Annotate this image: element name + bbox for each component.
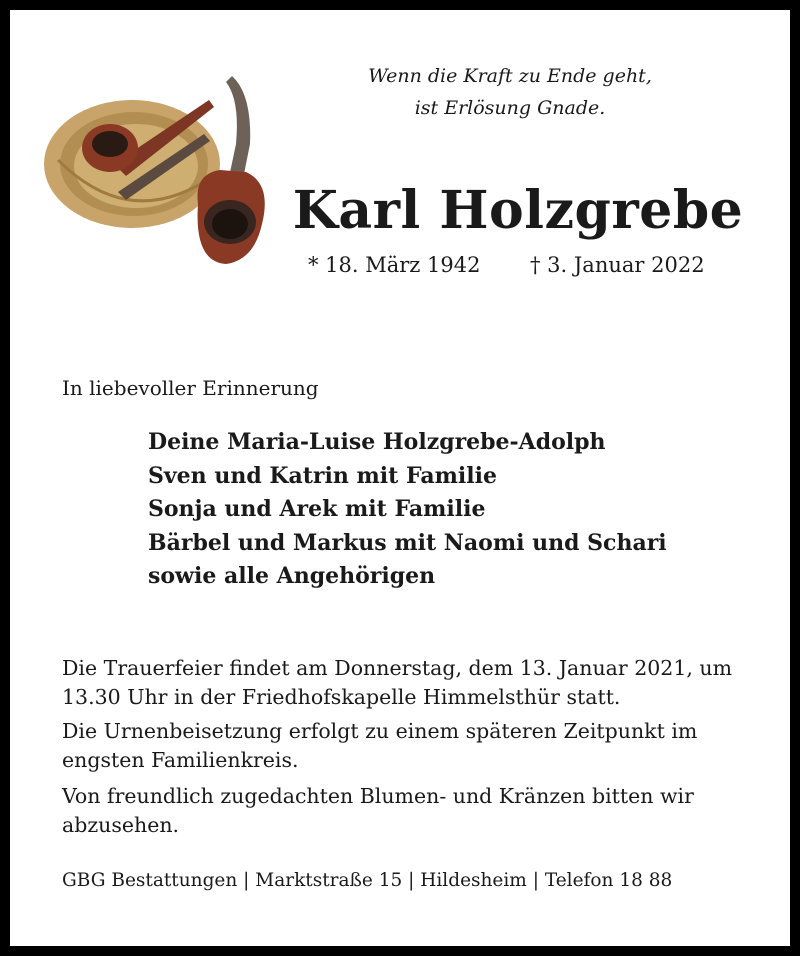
mourner-line: sowie alle Angehörigen <box>148 563 436 589</box>
quote <box>300 60 720 124</box>
funeral-service-info: Die Trauerfeier findet am Donnerstag, dem 13. Januar 2021, um 13.30 Uhr in der Friedhofskapelle Himmelsthür statt. <box>62 656 733 709</box>
quote-line-1: Wenn die Kraft zu Ende geht, <box>368 65 652 87</box>
mourner-line: Sonja und Arek mit Familie <box>148 496 486 522</box>
mourners-list <box>148 426 667 594</box>
birth-date: * 18. März 1942 <box>308 253 481 277</box>
quote-line-2: ist Erlösung Gnade. <box>414 97 606 119</box>
flowers-request: Von freundlich zugedachten Blumen- und Kränzen bitten wir abzusehen. <box>62 784 694 837</box>
funeral-home-footer: GBG Bestattungen | Marktstraße 15 | Hildesheim | Telefon 18 88 <box>62 870 673 891</box>
pipes-in-ashtray-icon <box>44 64 276 278</box>
remembrance-intro: In liebevoller Erinnerung <box>62 376 319 400</box>
urn-burial-info: Die Urnenbeisetzung erfolgt zu einem späteren Zeitpunkt im engsten Familienkreis. <box>62 719 698 772</box>
mourner-line: Bärbel und Markus mit Naomi und Schari <box>148 529 667 556</box>
death-date: † 3. Januar 2022 <box>530 253 705 277</box>
mourner-line: Deine Maria-Luise Holzgrebe-Adolph <box>148 429 606 455</box>
mourner-line: Sven und Katrin mit Familie <box>148 462 497 489</box>
obituary-notice <box>10 10 790 946</box>
deceased-name: Karl Holzgrebe <box>292 180 744 241</box>
